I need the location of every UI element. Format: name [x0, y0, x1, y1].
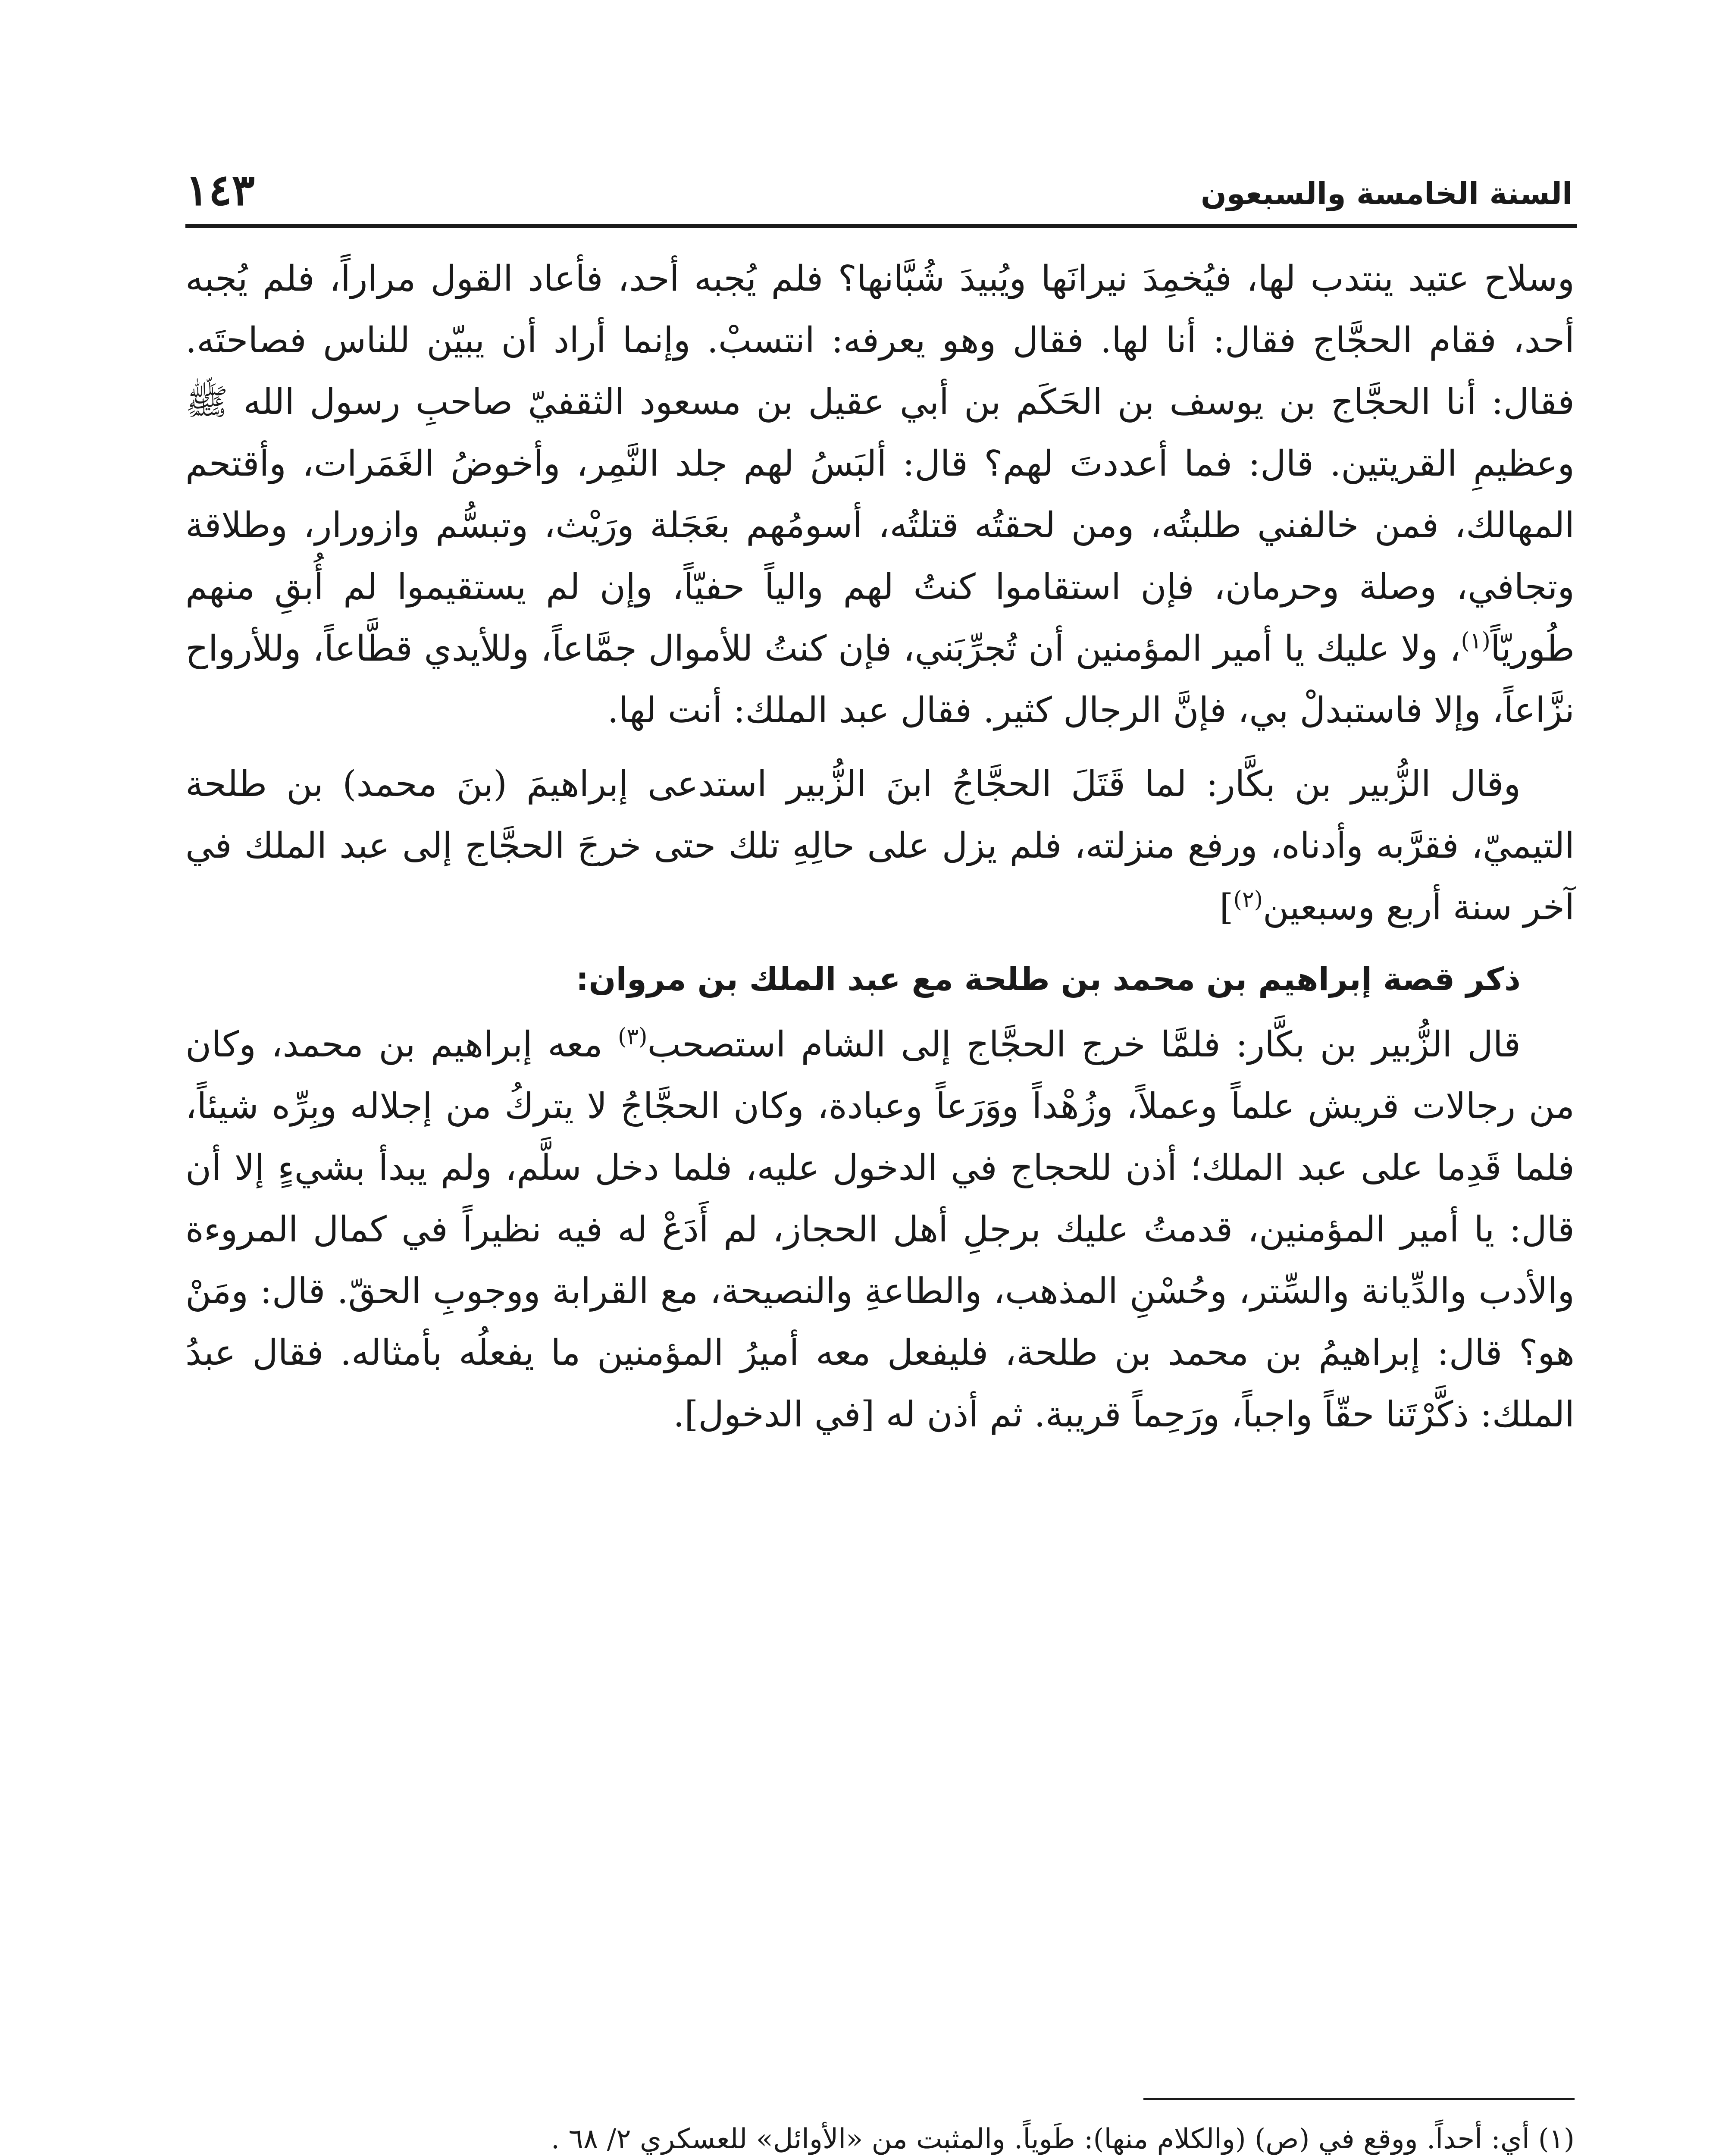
- main-text: [185, 248, 1575, 1445]
- paragraph-3: [185, 1014, 1575, 1445]
- paragraph-2-tail: ]: [1219, 887, 1234, 928]
- footnote-ref-1: (١): [1461, 628, 1490, 654]
- paragraph-3-text: معه إبراهيم بن محمد، وكان من رجالات قريش علماً وعملاً، وزُهْداً ووَرَعاً وعبادة، وكان الحجَّاجُ لا يتركُ من إجلاله وبِرِّه شيئاً، فلما قَدِما على عبد الملك؛ أذن للحجاج في الدخول عليه، فلما دخل سلَّم، ولم يبدأ بشيءٍ إلا أن قال: يا أمير المؤمنين، قدمتُ عليك برجلِ أهل الحجاز، لم أَدَعْ له فيه نظيراً في كمال المروءة والأدب والدِّيانة والسِّتر، وحُسْنِ المذهب، والطاعةِ والنصيحة، مع القرابة ووجوبِ الحقّ. قال: ومَنْ هو؟ قال: إبراهيمُ بن محمد بن طلحة، فليفعل معه أميرُ المؤمنين ما يفعلُه بأمثاله. فقال عبدُ الملك: ذكَّرْتَنا حقّاً واجباً، ورَحِماً قريبة. ثم أذن له [في الدخول].: [185, 1024, 1575, 1435]
- footnote-text: أي: أحداً. ووقع في (ص) (والكلام منها): طَوياً. والمثبت من «الأوائل» للعسكري ٢/ ٦٨ .: [551, 2123, 1530, 2155]
- page-header: [185, 142, 1572, 215]
- paragraph-1-text: وسلاح عتيد ينتدب لها، فيُخمِدَ نيرانَها ويُبيدَ شُبَّانها؟ فلم يُجبه أحد، فأعاد القول مراراً، فلم يُجبه أحد، فقام الحجَّاج فقال: أنا لها. فقال وهو يعرفه: انتسبْ. وإنما أراد أن يبيّن للناس فصاحتَه. فقال: أنا الحجَّاج بن يوسف بن الحَكَم بن أبي عقيل بن مسعود الثقفيّ صاحبِ رسول الله ﷺ وعظيمِ القريتين. قال: فما أعددتَ لهم؟ قال: ألبَسُ لهم جلد النَّمِر، وأخوضُ الغَمَرات، وأقتحم المهالك، فمن خالفني طلبتُه، ومن لحقتُه قتلتُه، أسومُهم بعَجَلة ورَيْث، وتبسُّم وازورار، وطلاقة وتجافي، وصلة وحرمان، فإن استقاموا كنتُ لهم والياً حفيّاً، وإن لم يستقيموا لم أُبقِ منهم طُوريّاً: [185, 258, 1575, 669]
- footnote-ref-3: (٣): [617, 1024, 648, 1050]
- paragraph-2-text: وقال الزُّبير بن بكَّار: لما قَتَلَ الحجَّاجُ ابنَ الزُّبير استدعى إبراهيمَ (بنَ محمد) بن طلحة التيميّ، فقرَّبه وأدناه، ورفع منزلته، فلم يزل على حالِهِ تلك حتى خرجَ الحجَّاج إلى عبد الملك في آخر سنة أربع وسبعين: [185, 764, 1575, 928]
- paragraph-1-tail: ، ولا عليك يا أمير المؤمنين أن تُجرِّبَني، فإن كنتُ للأموال جمَّاعاً، وللأيدي قطَّاعاً، وللأرواح نزَّاعاً، وإلا فاستبدلْ بي، فإنَّ الرجال كثير. فقال عبد الملك: أنت لها.: [185, 628, 1575, 731]
- footnote-rule: [1143, 2098, 1575, 2100]
- running-title: السنة الخامسة والسبعون: [1200, 176, 1572, 211]
- section-heading: ذكر قصة إبراهيم بن محمد بن طلحة مع عبد الملك بن مروان:: [576, 961, 1521, 998]
- footnotes: [185, 2115, 1575, 2156]
- paragraph-2: [185, 753, 1575, 938]
- footnote-ref-2: (٢): [1233, 887, 1263, 913]
- header-rule: [185, 224, 1577, 228]
- footnote-1: [185, 2115, 1575, 2156]
- footnote-number: (١): [1538, 2123, 1575, 2155]
- paragraph-3-head: قال الزُّبير بن بكَّار: فلمَّا خرج الحجَّاج إلى الشام استصحب: [647, 1024, 1521, 1065]
- paragraph-1: [185, 248, 1575, 741]
- page-number: ١٤٣: [185, 164, 255, 215]
